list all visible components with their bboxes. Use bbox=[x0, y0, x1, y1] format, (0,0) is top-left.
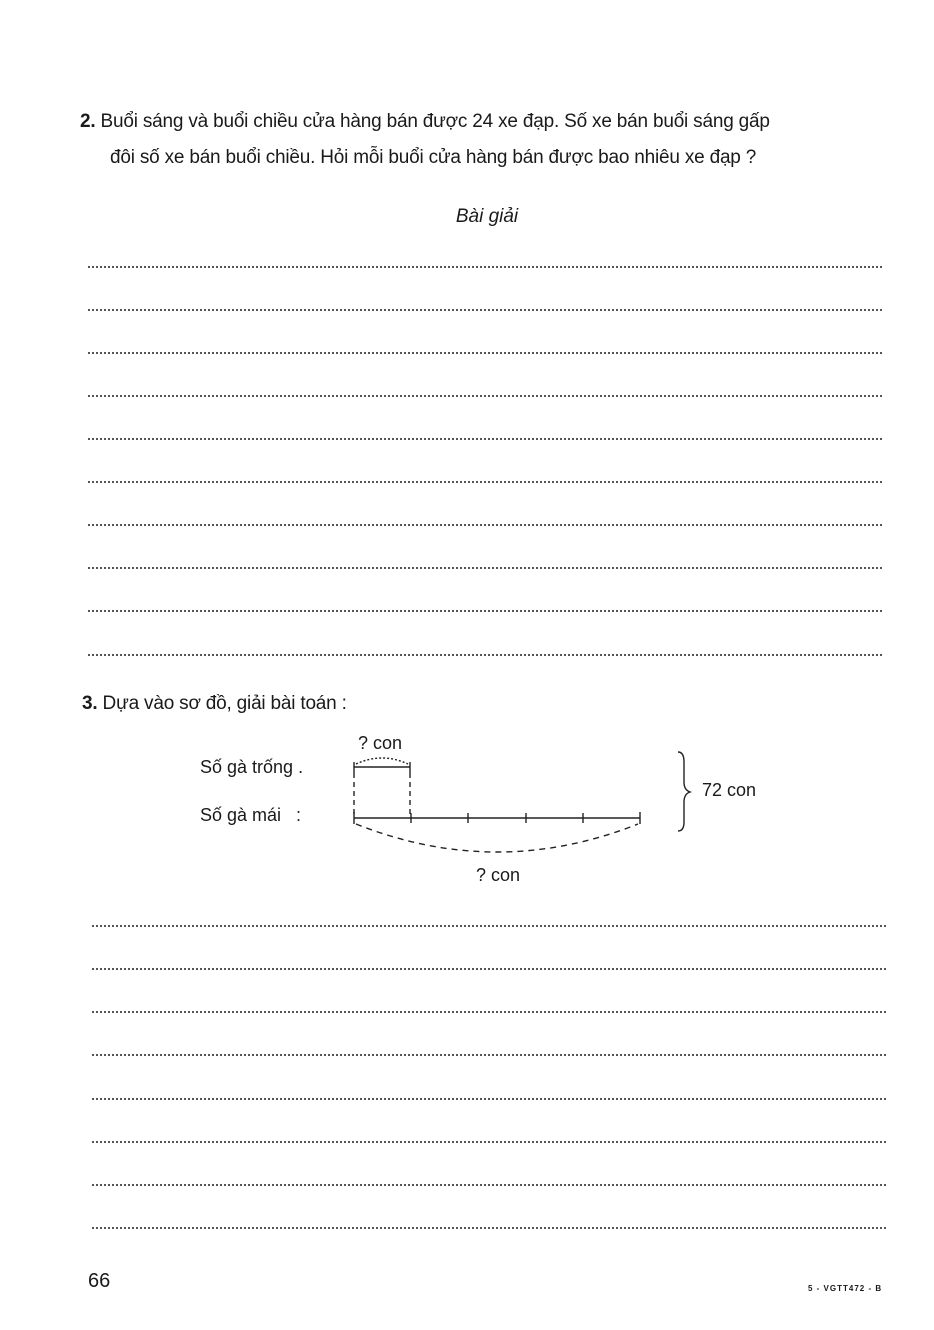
hen-brace bbox=[356, 824, 638, 852]
hen-question: ? con bbox=[476, 865, 521, 885]
problem-2-number: 2. bbox=[80, 111, 96, 132]
page-number: 66 bbox=[88, 1270, 111, 1292]
problem-3-instruction: Dựa vào sơ đồ, giải bài toán : bbox=[102, 693, 347, 714]
problem-3-number: 3. bbox=[82, 693, 98, 714]
answer-line[interactable] bbox=[92, 1098, 886, 1100]
answer-line[interactable] bbox=[92, 1141, 886, 1143]
answer-line[interactable] bbox=[92, 968, 886, 970]
solution-heading: Bài giải bbox=[455, 206, 519, 227]
answer-line[interactable] bbox=[92, 1011, 886, 1013]
total-label: 72 con bbox=[702, 780, 757, 800]
problem-2-line-1-text: Buổi sáng và buổi chiều cửa hàng bán được 24 xe đạp. Số xe bán buổi sáng gấp bbox=[100, 111, 770, 132]
rooster-brace bbox=[356, 758, 408, 764]
rooster-label: Số gà trống . bbox=[200, 757, 304, 777]
print-code: 5 - VGTT472 - B bbox=[808, 1284, 883, 1293]
hen-label: Số gà mái : bbox=[200, 805, 302, 825]
answer-line[interactable] bbox=[92, 925, 886, 927]
answer-line[interactable] bbox=[92, 1054, 886, 1056]
rooster-question: ? con bbox=[358, 733, 403, 753]
total-brace bbox=[678, 752, 690, 831]
answer-line[interactable] bbox=[92, 1184, 886, 1186]
answer-line[interactable] bbox=[92, 1227, 886, 1229]
problem-2-line-2: đôi số xe bán buổi chiều. Hỏi mỗi buổi cửa hàng bán được bao nhiêu xe đạp ? bbox=[110, 147, 757, 168]
